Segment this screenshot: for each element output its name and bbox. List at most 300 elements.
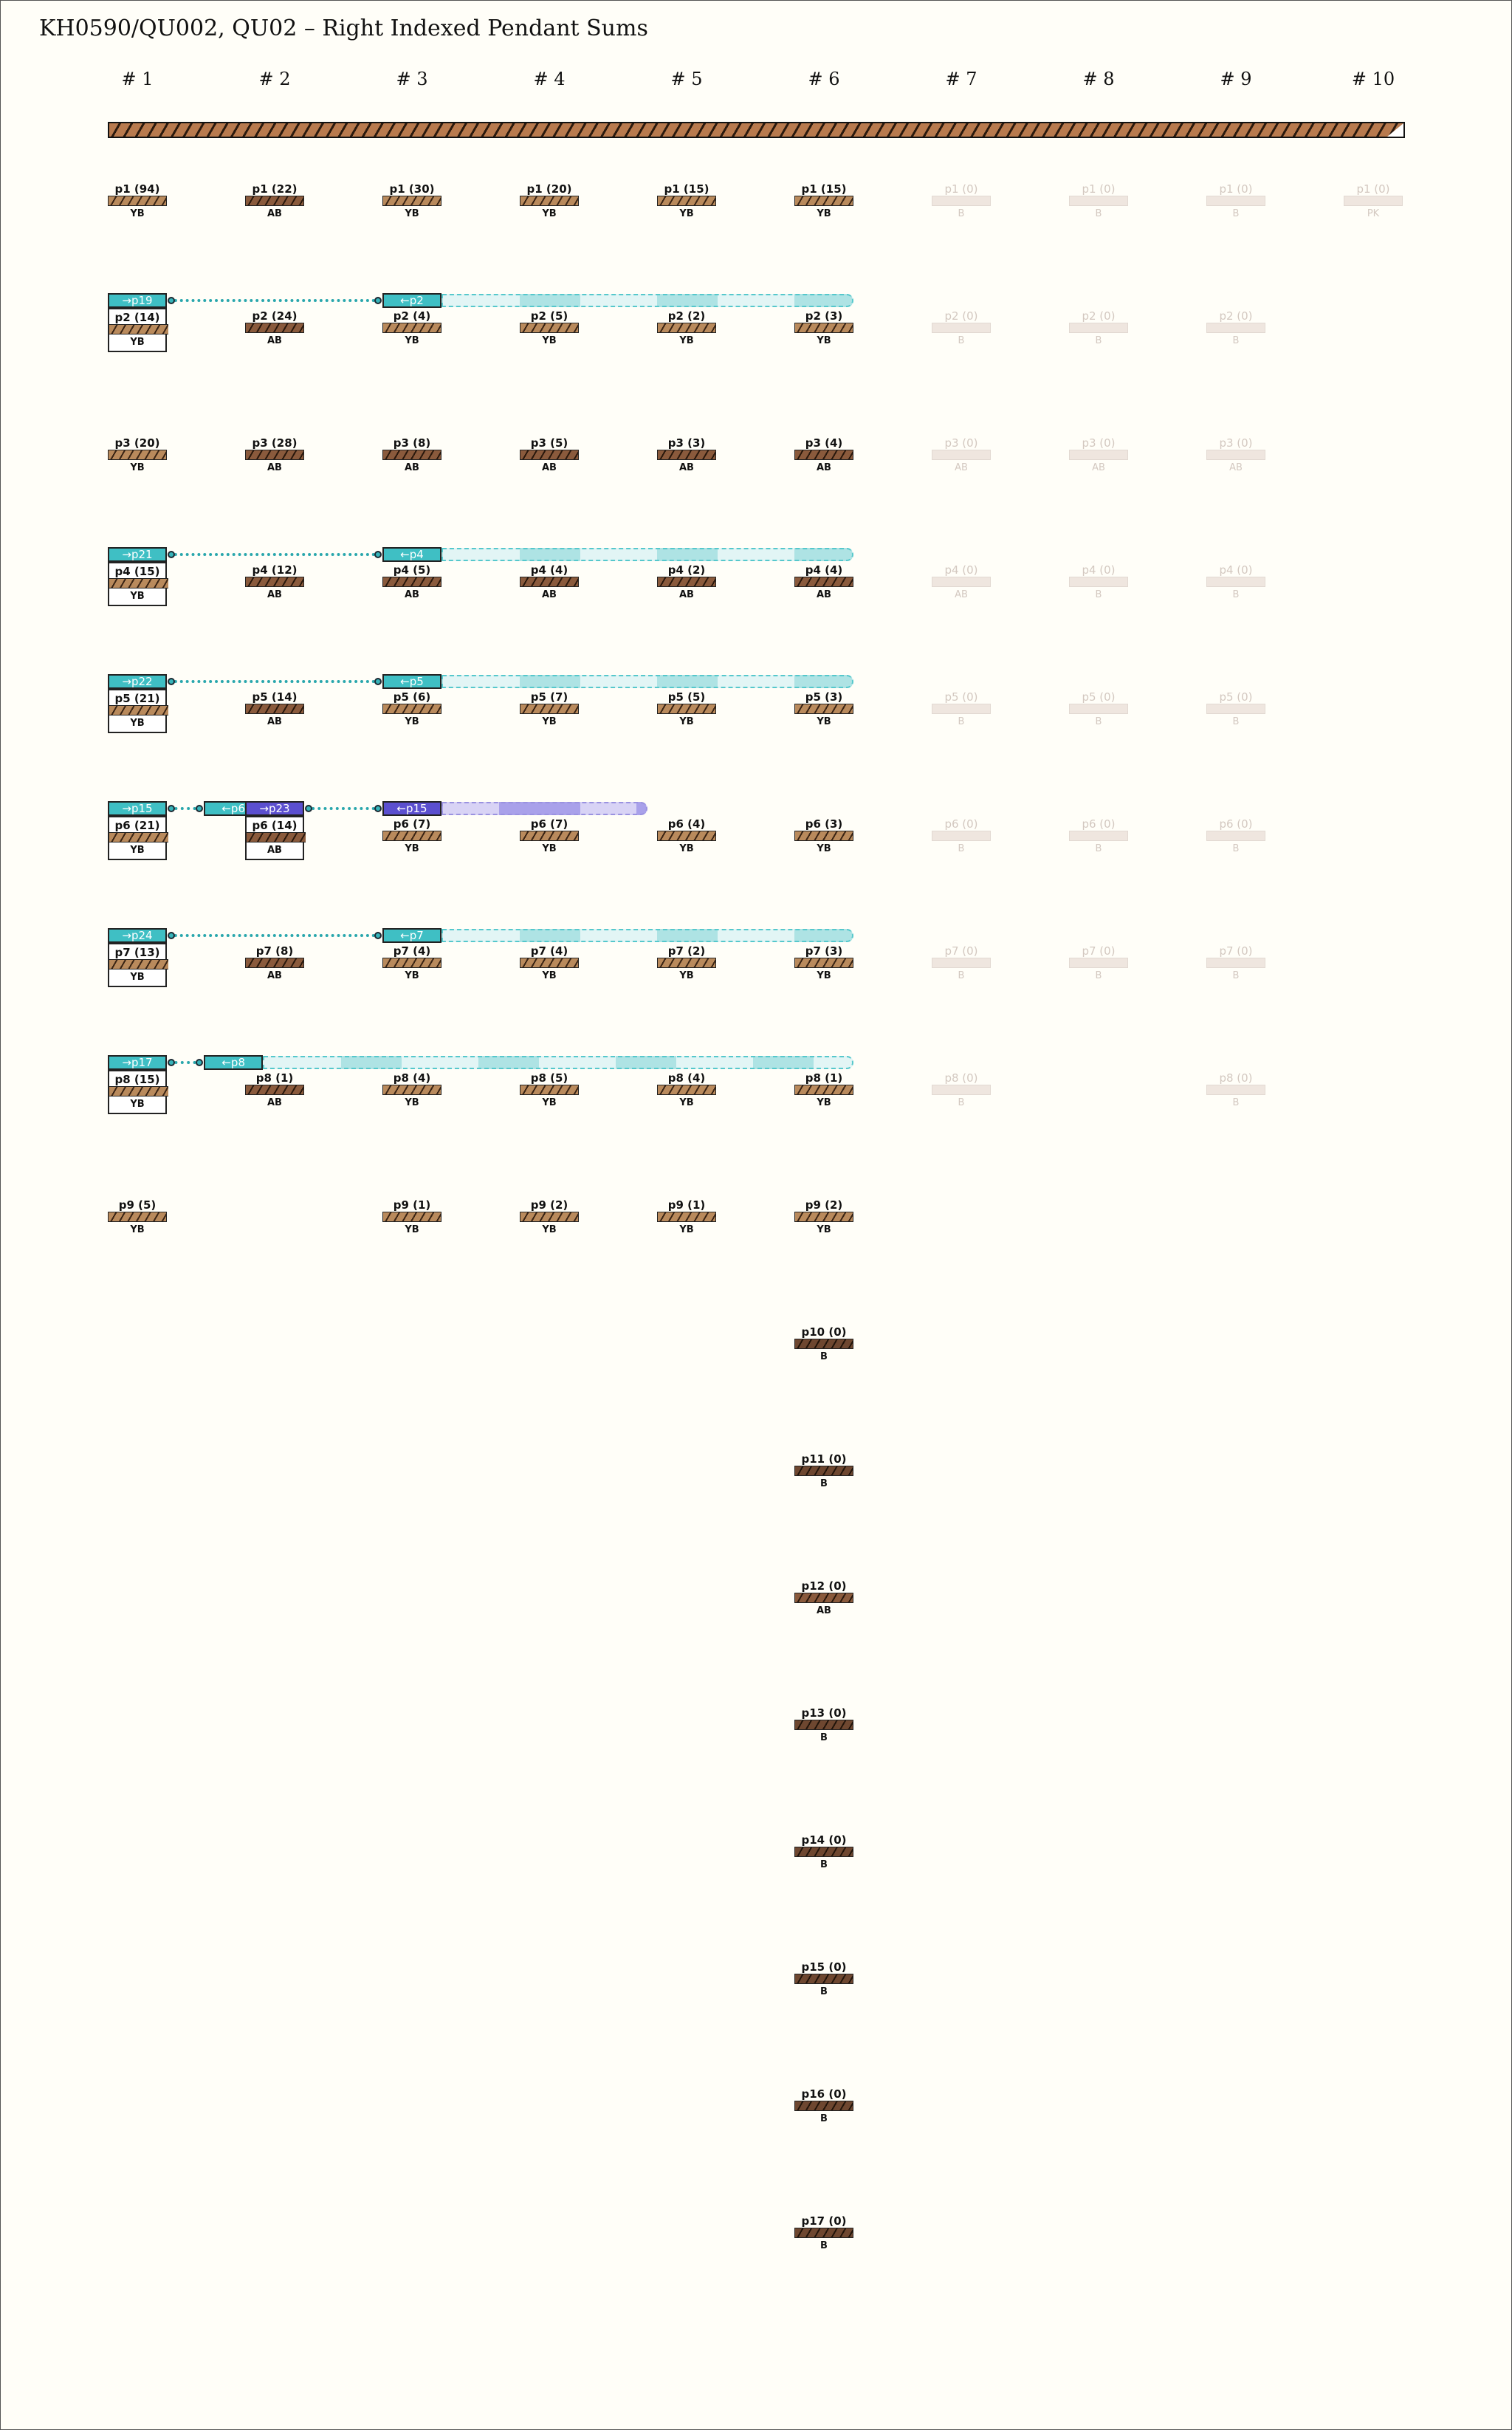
link-band — [441, 548, 853, 561]
pendant-cord — [520, 1085, 579, 1095]
pendant-color-code: AB — [817, 462, 831, 473]
link-band — [441, 929, 853, 942]
pendant-color-code: YB — [679, 208, 694, 219]
pendant-cord — [657, 831, 716, 841]
pendant-c3p6 — [382, 817, 441, 857]
pendant-color-code: B — [1095, 970, 1102, 981]
pendant-label: p3 (4) — [805, 436, 843, 450]
pendant-cord — [245, 450, 304, 460]
pendant-c4p2 — [520, 309, 579, 349]
link-tag-target: ←p7 — [382, 928, 441, 943]
pendant-c6p12 — [794, 1579, 853, 1619]
pendant-label: p4 (15) — [114, 565, 160, 578]
link-tag-source: →p24 — [108, 928, 167, 943]
pendant-c7p5 — [932, 690, 991, 730]
link-band — [441, 802, 647, 815]
pendant-color-code: B — [1232, 716, 1240, 727]
pendant-color-code: YB — [542, 843, 557, 854]
pendant-c6p9 — [794, 1198, 853, 1238]
pendant-cord — [382, 450, 441, 460]
pendant-cord — [1069, 704, 1128, 714]
link-tag-target: ←p2 — [382, 293, 441, 308]
pendant-cord — [520, 450, 579, 460]
link-band — [441, 294, 853, 307]
link-connector — [168, 934, 381, 937]
pendant-cord — [520, 323, 579, 333]
pendant-color-code: YB — [542, 1097, 557, 1108]
pendant-label: p6 (3) — [805, 817, 843, 831]
pendant-c4p7 — [520, 944, 579, 984]
pendant-c5p6 — [657, 817, 716, 857]
pendant-label: p6 (0) — [944, 817, 978, 831]
pendant-c4p4 — [520, 563, 579, 603]
pendant-label: p6 (14) — [252, 819, 298, 832]
pendant-color-code: B — [820, 1986, 828, 1997]
pendant-label: p1 (0) — [1219, 182, 1253, 196]
pendant-color-code: B — [1095, 843, 1102, 854]
pendant-cord — [794, 1593, 853, 1603]
pendant-label: p9 (5) — [118, 1198, 157, 1212]
pendant-color-code: AB — [955, 462, 968, 473]
pendant-cord — [1069, 196, 1128, 206]
pendant-color-code: AB — [955, 589, 968, 600]
link-knot-start — [168, 932, 175, 939]
pendant-label: p3 (0) — [1082, 436, 1116, 450]
pendant-c4p9 — [520, 1198, 579, 1238]
pendant-color-code: YB — [542, 1224, 557, 1235]
pendant-cord — [520, 577, 579, 587]
pendant-cord — [1069, 958, 1128, 968]
pendant-color-code: AB — [267, 335, 282, 346]
link-tag-source: →p19 — [108, 293, 167, 308]
pendant-cord — [932, 450, 991, 460]
pendant-c1p7 — [108, 943, 167, 987]
pendant-c3p8 — [382, 1071, 441, 1111]
pendant-label: p2 (14) — [114, 311, 160, 324]
pendant-label: p3 (3) — [667, 436, 706, 450]
pendant-c9p6 — [1206, 817, 1265, 857]
pendant-c5p3 — [657, 436, 716, 476]
pendant-cord — [382, 196, 441, 206]
pendant-color-code: AB — [542, 462, 557, 473]
pendant-label: p5 (0) — [1219, 690, 1253, 704]
pendant-label: p8 (4) — [667, 1071, 706, 1085]
pendant-cord — [932, 196, 991, 206]
column-header: # 9 — [1220, 69, 1252, 89]
link-knot-start — [168, 805, 175, 812]
pendant-c3p9 — [382, 1198, 441, 1238]
pendant-c6p15 — [794, 1960, 853, 2000]
pendant-cord — [794, 831, 853, 841]
pendant-c9p3 — [1206, 436, 1265, 476]
link-knot-start — [168, 678, 175, 685]
pendant-label: p11 (0) — [801, 1452, 847, 1466]
pendant-c6p4 — [794, 563, 853, 603]
pendant-label: p7 (4) — [393, 944, 431, 958]
pendant-color-code: B — [820, 1732, 828, 1743]
link-tag-source: →p17 — [108, 1055, 167, 1070]
pendant-cord — [1206, 1085, 1265, 1095]
pendant-label: p6 (7) — [530, 817, 568, 831]
pendant-color-code: YB — [405, 1097, 419, 1108]
pendant-cord — [1069, 577, 1128, 587]
pendant-c9p2 — [1206, 309, 1265, 349]
pendant-c8p3 — [1069, 436, 1128, 476]
pendant-c2p2 — [245, 309, 304, 349]
pendant-c6p14 — [794, 1833, 853, 1873]
column-header: # 5 — [670, 69, 703, 89]
pendant-cord — [1206, 450, 1265, 460]
pendant-c7p8 — [932, 1071, 991, 1111]
pendant-label: p1 (0) — [1082, 182, 1116, 196]
pendant-color-code: YB — [130, 462, 145, 473]
pendant-cord — [794, 1847, 853, 1857]
pendant-label: p2 (0) — [1219, 309, 1253, 323]
pendant-label: p4 (12) — [252, 563, 298, 577]
pendant-cord — [794, 577, 853, 587]
pendant-label: p3 (0) — [1219, 436, 1253, 450]
pendant-color-code: YB — [817, 970, 831, 981]
pendant-label: p2 (0) — [944, 309, 978, 323]
pendant-cord — [245, 958, 304, 968]
pendant-label: p2 (4) — [393, 309, 431, 323]
column-header: # 8 — [1082, 69, 1115, 89]
link-knot-start — [168, 551, 175, 558]
pendant-label: p9 (2) — [805, 1198, 843, 1212]
link-tag-source: →p22 — [108, 674, 167, 689]
pendant-cord — [1069, 831, 1128, 841]
pendant-color-code: B — [820, 1478, 828, 1489]
link-tag-source: →p21 — [108, 547, 167, 562]
pendant-cord — [520, 831, 579, 841]
pendant-c1p6 — [108, 816, 167, 860]
pendant-c1p1 — [108, 182, 167, 222]
pendant-label: p8 (5) — [530, 1071, 568, 1085]
link-connector — [306, 807, 381, 810]
pendant-cord — [1206, 958, 1265, 968]
pendant-color-code: YB — [817, 1097, 831, 1108]
pendant-c8p5 — [1069, 690, 1128, 730]
pendant-c9p8 — [1206, 1071, 1265, 1111]
pendant-cord — [657, 958, 716, 968]
pendant-c7p6 — [932, 817, 991, 857]
pendant-label: p1 (22) — [252, 182, 298, 196]
pendant-cord — [382, 1212, 441, 1222]
pendant-label: p7 (2) — [667, 944, 706, 958]
pendant-label: p5 (3) — [805, 690, 843, 704]
column-header: # 1 — [121, 69, 154, 89]
pendant-cord — [245, 704, 304, 714]
pendant-label: p4 (5) — [393, 563, 431, 577]
link-band — [263, 1056, 853, 1069]
pendant-c4p8 — [520, 1071, 579, 1111]
pendant-cord — [657, 577, 716, 587]
pendant-cord — [382, 831, 441, 841]
pendant-c6p13 — [794, 1706, 853, 1746]
pendant-label: p1 (0) — [944, 182, 978, 196]
pendant-label: p9 (2) — [530, 1198, 568, 1212]
pendant-c5p7 — [657, 944, 716, 984]
pendant-color-code: YB — [405, 716, 419, 727]
pendant-label: p3 (28) — [252, 436, 298, 450]
pendant-color-code: YB — [679, 1097, 694, 1108]
pendant-color-code: AB — [267, 462, 282, 473]
pendant-label: p6 (7) — [393, 817, 431, 831]
pendant-color-code: YB — [405, 208, 419, 219]
pendant-cord — [1206, 831, 1265, 841]
pendant-label: p1 (20) — [526, 182, 572, 196]
pendant-color-code: YB — [679, 716, 694, 727]
pendant-label: p1 (15) — [801, 182, 847, 196]
pendant-cord — [109, 324, 168, 334]
pendant-color-code: B — [820, 1859, 828, 1870]
pendant-cord — [1069, 323, 1128, 333]
pendant-label: p8 (1) — [255, 1071, 294, 1085]
pendant-color-code: YB — [130, 208, 145, 219]
pendant-color-code: YB — [405, 843, 419, 854]
pendant-label: p17 (0) — [801, 2214, 847, 2228]
link-knot-end — [196, 1059, 203, 1066]
pendant-c1p3 — [108, 436, 167, 476]
pendant-cord — [382, 1085, 441, 1095]
pendant-label: p4 (4) — [530, 563, 568, 577]
pendant-label: p2 (3) — [805, 309, 843, 323]
pendant-label: p7 (8) — [255, 944, 294, 958]
link-knot-start — [168, 297, 175, 304]
pendant-label: p9 (1) — [393, 1198, 431, 1212]
pendant-label: p12 (0) — [801, 1579, 847, 1593]
pendant-color-code: B — [958, 208, 965, 219]
pendant-cord — [245, 196, 304, 206]
pendant-cord — [794, 450, 853, 460]
pendant-cord — [1206, 323, 1265, 333]
pendant-cord — [108, 196, 167, 206]
pendant-c8p1 — [1069, 182, 1128, 222]
pendant-color-code: YB — [405, 970, 419, 981]
pendant-c4p1 — [520, 182, 579, 222]
pendant-c6p16 — [794, 2087, 853, 2127]
pendant-c2p4 — [245, 563, 304, 603]
pendant-label: p3 (8) — [393, 436, 431, 450]
pendant-c5p5 — [657, 690, 716, 730]
link-tag-target: ←p4 — [382, 547, 441, 562]
pendant-cord — [109, 832, 168, 842]
link-knot-end — [374, 932, 382, 939]
pendant-c2p3 — [245, 436, 304, 476]
pendant-label: p13 (0) — [801, 1706, 847, 1720]
pendant-label: p4 (0) — [1082, 563, 1116, 577]
pendant-c5p8 — [657, 1071, 716, 1111]
pendant-color-code: AB — [679, 462, 694, 473]
pendant-c7p7 — [932, 944, 991, 984]
pendant-cord — [657, 1085, 716, 1095]
pendant-c2p8 — [245, 1071, 304, 1111]
pendant-label: p3 (20) — [114, 436, 160, 450]
pendant-label: p7 (0) — [1082, 944, 1116, 958]
pendant-color-code: YB — [679, 1224, 694, 1235]
pendant-cord — [932, 831, 991, 841]
pendant-color-code: YB — [817, 335, 831, 346]
pendant-label: p5 (7) — [530, 690, 568, 704]
pendant-color-code: YB — [130, 972, 145, 983]
pendant-color-code: YB — [130, 1099, 145, 1110]
pendant-color-code: AB — [267, 970, 282, 981]
pendant-c2p6 — [245, 816, 304, 860]
pendant-c4p5 — [520, 690, 579, 730]
pendant-cord — [657, 704, 716, 714]
pendant-cord — [1069, 450, 1128, 460]
pendant-color-code: AB — [1092, 462, 1105, 473]
link-knot-end — [374, 551, 382, 558]
pendant-color-code: YB — [542, 716, 557, 727]
pendant-color-code: B — [1232, 208, 1240, 219]
column-header: # 2 — [258, 69, 291, 89]
pendant-label: p5 (6) — [393, 690, 431, 704]
link-knot-start — [305, 805, 312, 812]
pendant-cord — [520, 958, 579, 968]
pendant-c5p9 — [657, 1198, 716, 1238]
pendant-label: p4 (0) — [1219, 563, 1253, 577]
pendant-cord — [1344, 196, 1403, 206]
pendant-c3p5 — [382, 690, 441, 730]
pendant-label: p3 (0) — [944, 436, 978, 450]
pendant-label: p7 (4) — [530, 944, 568, 958]
pendant-cord — [247, 832, 306, 842]
pendant-c3p2 — [382, 309, 441, 349]
link-tag-target: ←p6 — [204, 801, 263, 816]
pendant-cord — [109, 705, 168, 715]
pendant-label: p2 (5) — [530, 309, 568, 323]
pendant-label: p6 (4) — [667, 817, 706, 831]
pendant-c3p1 — [382, 182, 441, 222]
link-connector — [168, 680, 381, 683]
pendant-cord — [1206, 196, 1265, 206]
pendant-cord — [657, 1212, 716, 1222]
pendant-c8p2 — [1069, 309, 1128, 349]
pendant-cord — [794, 1212, 853, 1222]
pendant-color-code: YB — [130, 718, 145, 729]
pendant-c10p1 — [1344, 182, 1403, 222]
pendant-c5p2 — [657, 309, 716, 349]
pendant-label: p6 (0) — [1219, 817, 1253, 831]
pendant-color-code: YB — [405, 1224, 419, 1235]
pendant-color-code: AB — [542, 589, 557, 600]
pendant-cord — [794, 704, 853, 714]
primary-cord-end — [1387, 123, 1403, 137]
pendant-cord — [932, 958, 991, 968]
pendant-color-code: YB — [542, 970, 557, 981]
pendant-color-code: B — [1232, 335, 1240, 346]
pendant-label: p4 (2) — [667, 563, 706, 577]
pendant-c8p7 — [1069, 944, 1128, 984]
pendant-label: p4 (4) — [805, 563, 843, 577]
pendant-cord — [382, 323, 441, 333]
pendant-label: p8 (15) — [114, 1073, 160, 1086]
pendant-color-code: PK — [1367, 208, 1380, 219]
pendant-color-code: YB — [679, 970, 694, 981]
pendant-cord — [794, 1339, 853, 1349]
pendant-color-code: B — [1232, 970, 1240, 981]
link-band — [441, 675, 853, 688]
pendant-cord — [108, 450, 167, 460]
pendant-color-code: AB — [405, 589, 419, 600]
pendant-label: p8 (4) — [393, 1071, 431, 1085]
link-knot-start — [168, 1059, 175, 1066]
pendant-cord — [794, 323, 853, 333]
diagram-title: KH0590/QU002, QU02 – Right Indexed Pendant Sums — [39, 16, 648, 41]
link-connector — [168, 299, 381, 302]
link-tag-target: ←p8 — [204, 1055, 263, 1070]
pendant-cord — [794, 1466, 853, 1476]
pendant-c6p5 — [794, 690, 853, 730]
pendant-label: p5 (14) — [252, 690, 298, 704]
pendant-label: p9 (1) — [667, 1198, 706, 1212]
pendant-c6p6 — [794, 817, 853, 857]
pendant-c1p8 — [108, 1070, 167, 1114]
pendant-c5p1 — [657, 182, 716, 222]
link-knot-end — [374, 805, 382, 812]
pendant-color-code: YB — [679, 335, 694, 346]
pendant-label: p4 (0) — [944, 563, 978, 577]
pendant-cord — [520, 704, 579, 714]
pendant-c7p4 — [932, 563, 991, 603]
pendant-cord — [1206, 704, 1265, 714]
link-tag-source: →p23 — [245, 801, 304, 816]
pendant-label: p5 (21) — [114, 692, 160, 705]
pendant-c8p4 — [1069, 563, 1128, 603]
link-knot-end — [374, 678, 382, 685]
pendant-c5p4 — [657, 563, 716, 603]
pendant-label: p8 (0) — [1219, 1071, 1253, 1085]
pendant-color-code: AB — [817, 589, 831, 600]
pendant-cord — [245, 323, 304, 333]
pendant-cord — [794, 1085, 853, 1095]
pendant-color-code: B — [958, 335, 965, 346]
pendant-color-code: YB — [405, 335, 419, 346]
pendant-label: p1 (30) — [389, 182, 435, 196]
pendant-cord — [108, 1212, 167, 1222]
pendant-color-code: B — [1095, 589, 1102, 600]
pendant-color-code: YB — [130, 1224, 145, 1235]
pendant-label: p8 (1) — [805, 1071, 843, 1085]
pendant-color-code: B — [1232, 843, 1240, 854]
pendant-cord — [794, 958, 853, 968]
column-header: # 10 — [1351, 69, 1395, 89]
pendant-cord — [109, 959, 168, 969]
pendant-label: p1 (0) — [1356, 182, 1390, 196]
pendant-label: p5 (5) — [667, 690, 706, 704]
pendant-color-code: B — [820, 1351, 828, 1362]
pendant-color-code: YB — [679, 843, 694, 854]
pendant-cord — [794, 2228, 853, 2238]
pendant-c6p10 — [794, 1325, 853, 1365]
pendant-color-code: B — [1095, 208, 1102, 219]
pendant-c1p4 — [108, 562, 167, 606]
pendant-c9p4 — [1206, 563, 1265, 603]
pendant-c2p7 — [245, 944, 304, 984]
pendant-label: p5 (0) — [944, 690, 978, 704]
pendant-c9p5 — [1206, 690, 1265, 730]
pendant-label: p2 (2) — [667, 309, 706, 323]
pendant-label: p15 (0) — [801, 1960, 847, 1974]
pendant-c7p1 — [932, 182, 991, 222]
pendant-color-code: B — [958, 970, 965, 981]
pendant-cord — [932, 323, 991, 333]
pendant-cord — [109, 1086, 168, 1096]
pendant-cord — [520, 1212, 579, 1222]
primary-cord — [108, 122, 1405, 138]
pendant-c6p2 — [794, 309, 853, 349]
